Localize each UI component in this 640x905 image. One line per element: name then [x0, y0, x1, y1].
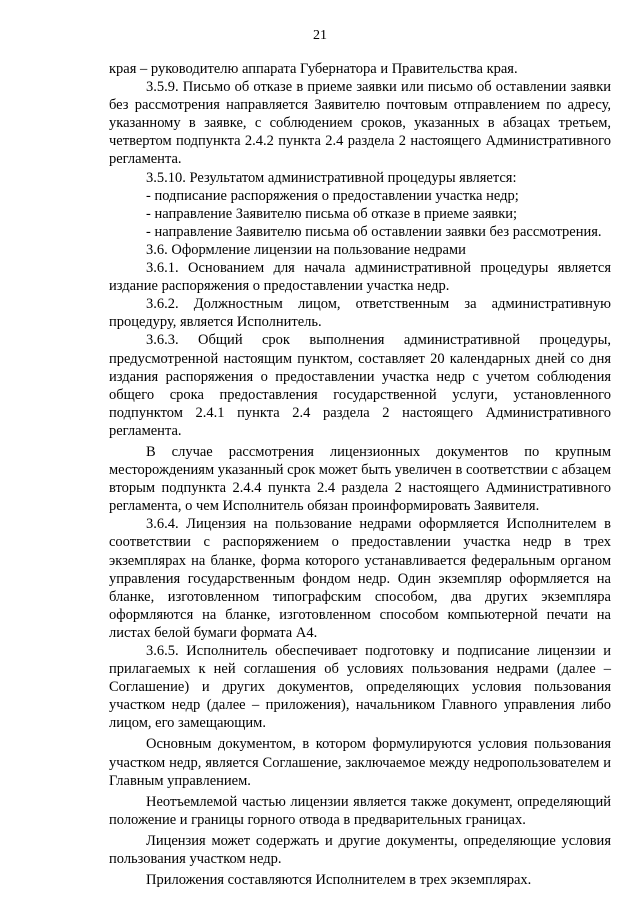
paragraph: - направление Заявителю письма об оставлении заявки без рассмотрения. — [146, 223, 602, 240]
paragraph: Приложения составляются Исполнителем в трех экземплярах. — [146, 872, 532, 889]
paragraph: - направление Заявителю письма об отказе в приеме заявки; — [146, 205, 518, 222]
paragraph: Лицензия может содержать и другие документы, определяющие условия пользования участком недр. — [109, 832, 611, 868]
paragraph: 3.6.5. Исполнитель обеспечивает подготовку и подписание лицензии и прилагаемых к ней соглашения об условиях пользования недрами (далее – Соглашение) и других документов, определяющих условия пользования участком недр (далее – приложения), начальником Главного управления либо лицом, его замещающим. — [109, 643, 611, 732]
paragraph: Основным документом, в котором формулируются условия пользования участком недр, является Соглашение, заключаемое между недропользователем и Главным управлением. — [109, 736, 611, 789]
page-number: 21 — [313, 28, 327, 43]
paragraph: края – руководителю аппарата Губернатора и Правительства края. — [109, 61, 518, 77]
paragraph: 3.6. Оформление лицензии на пользование недрами — [146, 241, 466, 258]
paragraph: 3.5.10. Результатом административной процедуры является: — [146, 169, 517, 186]
paragraph: В случае рассмотрения лицензионных документов по крупным месторождениям указанный срок может быть увеличен в соответствии с абзацем вторым подпункта 2.4.4 пункта 2.4 раздела 2 настоящего Административного регламента, о чем Исполнитель обязан проинформировать Заявителя. — [109, 443, 611, 515]
paragraph: 3.6.3. Общий срок выполнения административной процедуры, предусмотренной настоящим пунктом, составляет 20 календарных дней со дня издания распоряжения о предоставлении участка недр с учетом соблюдения общего срока предоставления государственной услуги, установленного подпунктом 2.4.1 пункта 2.4 раздела 2 настоящего Административного регламента. — [109, 332, 611, 439]
document-body — [109, 60, 611, 889]
paragraph: 3.6.2. Должностным лицом, ответственным за административную процедуру, является Исполнитель. — [109, 296, 611, 331]
paragraph: 3.5.9. Письмо об отказе в приеме заявки или письмо об оставлении заявки без рассмотрения направляется Заявителю почтовым отправлением по адресу, указанному в заявке, с соблюдением сроков, указанных в абзацах третьем, четвертом подпункта 2.4.2 пункта 2.4 раздела 2 настоящего Административного регламента. — [109, 79, 611, 168]
paragraph: 3.6.1. Основанием для начала административной процедуры является издание распоряжения о предоставлении участка недр. — [109, 260, 611, 295]
paragraph: - подписание распоряжения о предоставлении участка недр; — [146, 187, 519, 204]
paragraph: 3.6.4. Лицензия на пользование недрами оформляется Исполнителем в соответствии с распоряжением о предоставлении участка недр в трех экземплярах на бланке, форма которого устанавливается федеральным органом управления государственным фондом недр. Один экземпляр оформляется на бланке, изготовленном типографским способом, два других экземпляра оформляются на бланке, изготовленном способом компьютерной печати на листах белой бумаги формата А4. — [109, 516, 611, 641]
paragraph: Неотъемлемой частью лицензии является также документ, определяющий положение и границы горного отвода в предварительных границах. — [109, 793, 611, 828]
